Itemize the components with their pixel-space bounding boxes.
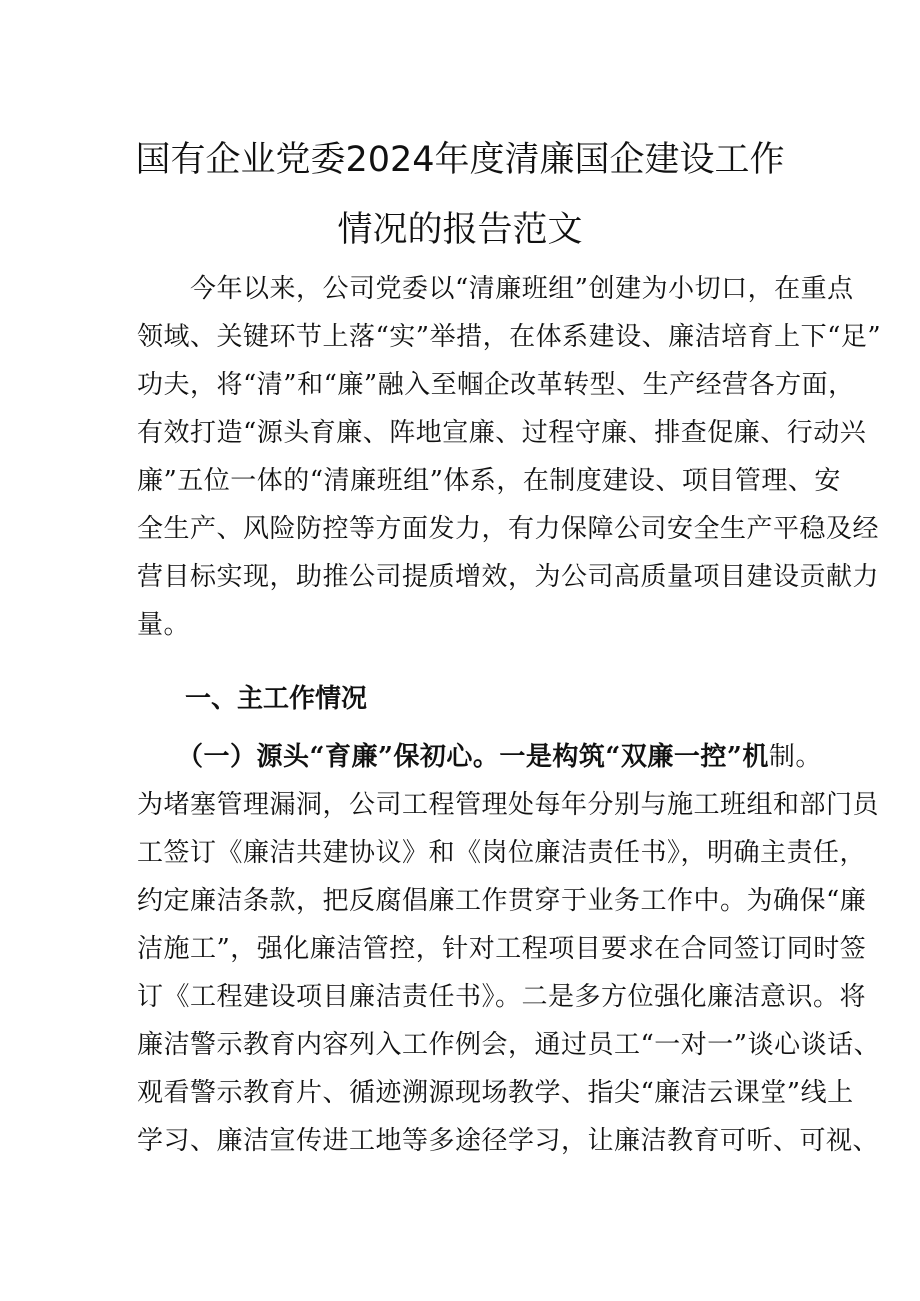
paragraph-line: 廉洁警示教育内容列入工作例会，通过员工“一对一”谈心谈话、 (137, 1030, 881, 1060)
paragraph-line: 有效打造“源头育廉、阵地宣廉、过程守廉、排查促廉、行动兴 (137, 418, 867, 448)
paragraph-line: 领域、关键环节上落“实”举措，在体系建设、廉洁培育上下“足” (137, 322, 882, 352)
section-heading: 一、主工作情况 (185, 684, 368, 714)
paragraph-line: 约定廉洁条款，把反腐倡廉工作贯穿于业务工作中。为确保“廉 (137, 886, 867, 916)
document-title-line-2: 情况的报告范文 (337, 210, 583, 250)
paragraph-line: 功夫，将“清”和“廉”融入至帼企改革转型、生产经营各方面， (137, 370, 855, 400)
paragraph-line: 订《工程建设项目廉洁责任书》。二是多方位强化廉洁意识。将 (137, 982, 867, 1012)
paragraph-line: 今年以来，公司党委以“清廉班组”创建为小切口，在重点 (137, 274, 854, 304)
paragraph-line: 营目标实现，助推公司提质增效，为公司高质量项目建设贡献力 (137, 562, 880, 592)
paragraph-line: 学习、廉洁宣传进工地等多途径学习，让廉洁教育可听、可视、 (137, 1126, 880, 1156)
intro-paragraph (137, 265, 882, 649)
section-paragraph (137, 733, 881, 1165)
document-title-line-1: 国有企业党委2024年度清廉国企建设工作 (135, 140, 785, 180)
paragraph-line: 廉”五位一体的“清廉班组”体系，在制度建设、项目管理、安 (137, 466, 841, 496)
paragraph-text: 制。 (768, 742, 822, 772)
paragraph-line (137, 733, 822, 781)
paragraph-line: 全生产、风险防控等方面发力，有力保障公司安全生产平稳及经 (137, 514, 880, 544)
paragraph-line: 量。 (137, 610, 191, 640)
paragraph-line: 工签订《廉洁共建协议》和《岗位廉洁责任书》，明确主责任， (137, 838, 867, 868)
paragraph-line: 洁施工”，强化廉洁管控，针对工程项目要求在合同签订同时签 (137, 934, 867, 964)
paragraph-line: 观看警示教育片、循迹溯源现场教学、指尖“廉洁云课堂”线上 (137, 1078, 854, 1108)
subsection-heading: （一）源头“育廉”保初心。一是构筑“双廉一控”机 (137, 742, 769, 772)
paragraph-line: 为堵塞管理漏洞，公司工程管理处每年分别与施工班组和部门员 (137, 790, 880, 820)
